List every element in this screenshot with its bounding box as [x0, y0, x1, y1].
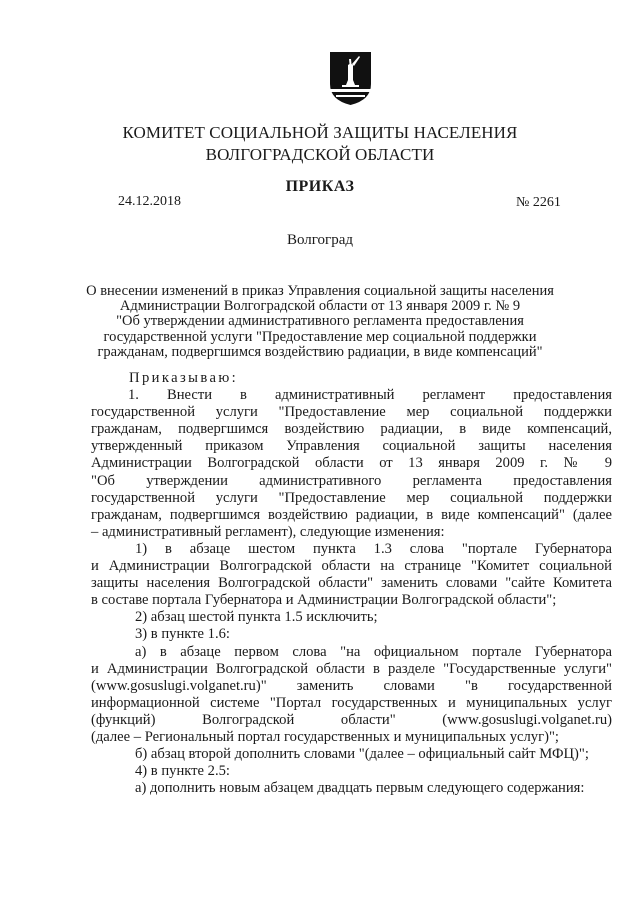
subject-line: О внесении изменений в приказ Управления социальной защиты населения	[86, 283, 554, 299]
body-line: в составе портала Губернатора и Администрации Волгоградской области";	[91, 592, 557, 609]
body-line: информационной системе "Портал государственных и муниципальных услуг	[91, 694, 612, 711]
body-line: б) абзац второй дополнить словами "(далее – официальный сайт МФЦ)";	[135, 746, 589, 763]
document-subject	[0, 284, 640, 360]
organization-line: КОМИТЕТ СОЦИАЛЬНОЙ ЗАЩИТЫ НАСЕЛЕНИЯ	[122, 123, 518, 142]
subject-line: государственной услуги "Предоставление мер социальной поддержки	[103, 328, 537, 345]
body-line: 2) абзац шестой пункта 1.5 исключить;	[135, 609, 378, 626]
subject-line: гражданам, подвергшимся воздействию радиации, в виде компенсаций"	[97, 343, 543, 360]
body-line: – административный регламент), следующие изменения:	[91, 523, 445, 540]
body-line: (www.gosuslugi.volganet.ru)" заменить словами "в государственной	[91, 677, 612, 694]
document-body	[91, 370, 612, 797]
body-line: 1. Внести в административный регламент предоставления	[128, 387, 612, 404]
body-line: а) дополнить новым абзацем двадцать первым следующего содержания:	[135, 780, 585, 797]
body-line: защиты населения Волгоградской области" заменить словами "сайте Комитета	[91, 575, 612, 592]
body-line: и Администрации Волгоградской области на странице "Комитет социальной	[91, 558, 612, 575]
subject-line: "Об утверждении административного регламента предоставления	[116, 313, 524, 330]
body-lines	[91, 387, 612, 797]
body-line: а) в абзаце первом слова "на официальном портале Губернатора	[135, 643, 612, 660]
body-line: и Администрации Волгоградской области в разделе "Государственные услуги"	[91, 660, 612, 677]
body-line: (далее – Региональный портал государственных и муниципальных услуг)";	[91, 728, 559, 745]
body-line: государственной услуги "Предоставление мер социальной поддержки	[91, 404, 612, 421]
body-line: утвержденный приказом Управления социальной защиты населения	[91, 438, 612, 455]
body-line: (функций) Волгоградской области" (www.gosuslugi.volganet.ru)	[91, 711, 612, 728]
order-word: Приказываю:	[129, 370, 239, 386]
body-line: 3) в пункте 1.6:	[135, 626, 230, 643]
body-line: гражданам, подвергшимся воздействию радиации, в виде компенсаций" (далее	[91, 506, 612, 523]
organization-line: ВОЛГОГРАДСКОЙ ОБЛАСТИ	[205, 145, 435, 164]
body-line: гражданам, подвергшимся воздействию радиации, в виде компенсаций,	[91, 421, 612, 438]
body-line: Администрации Волгоградской области от 13 января 2009 г. № 9	[91, 455, 612, 472]
body-line: 1) в абзаце шестом пункта 1.3 слова "портале Губернатора	[135, 540, 612, 557]
document-date: 24.12.2018	[118, 194, 181, 209]
coat-of-arms-icon	[328, 50, 373, 106]
subject-line: Администрации Волгоградской области от 13 января 2009 г. № 9	[119, 298, 521, 315]
body-line: государственной услуги "Предоставление мер социальной поддержки	[91, 489, 612, 506]
body-line: "Об утверждении административного регламента предоставления	[91, 472, 612, 489]
document-number: № 2261	[516, 195, 561, 210]
document-type: ПРИКАЗ	[285, 178, 355, 195]
body-line: 4) в пункте 2.5:	[135, 763, 230, 780]
document-city: Волгоград	[286, 232, 353, 248]
organization-name	[0, 122, 640, 166]
